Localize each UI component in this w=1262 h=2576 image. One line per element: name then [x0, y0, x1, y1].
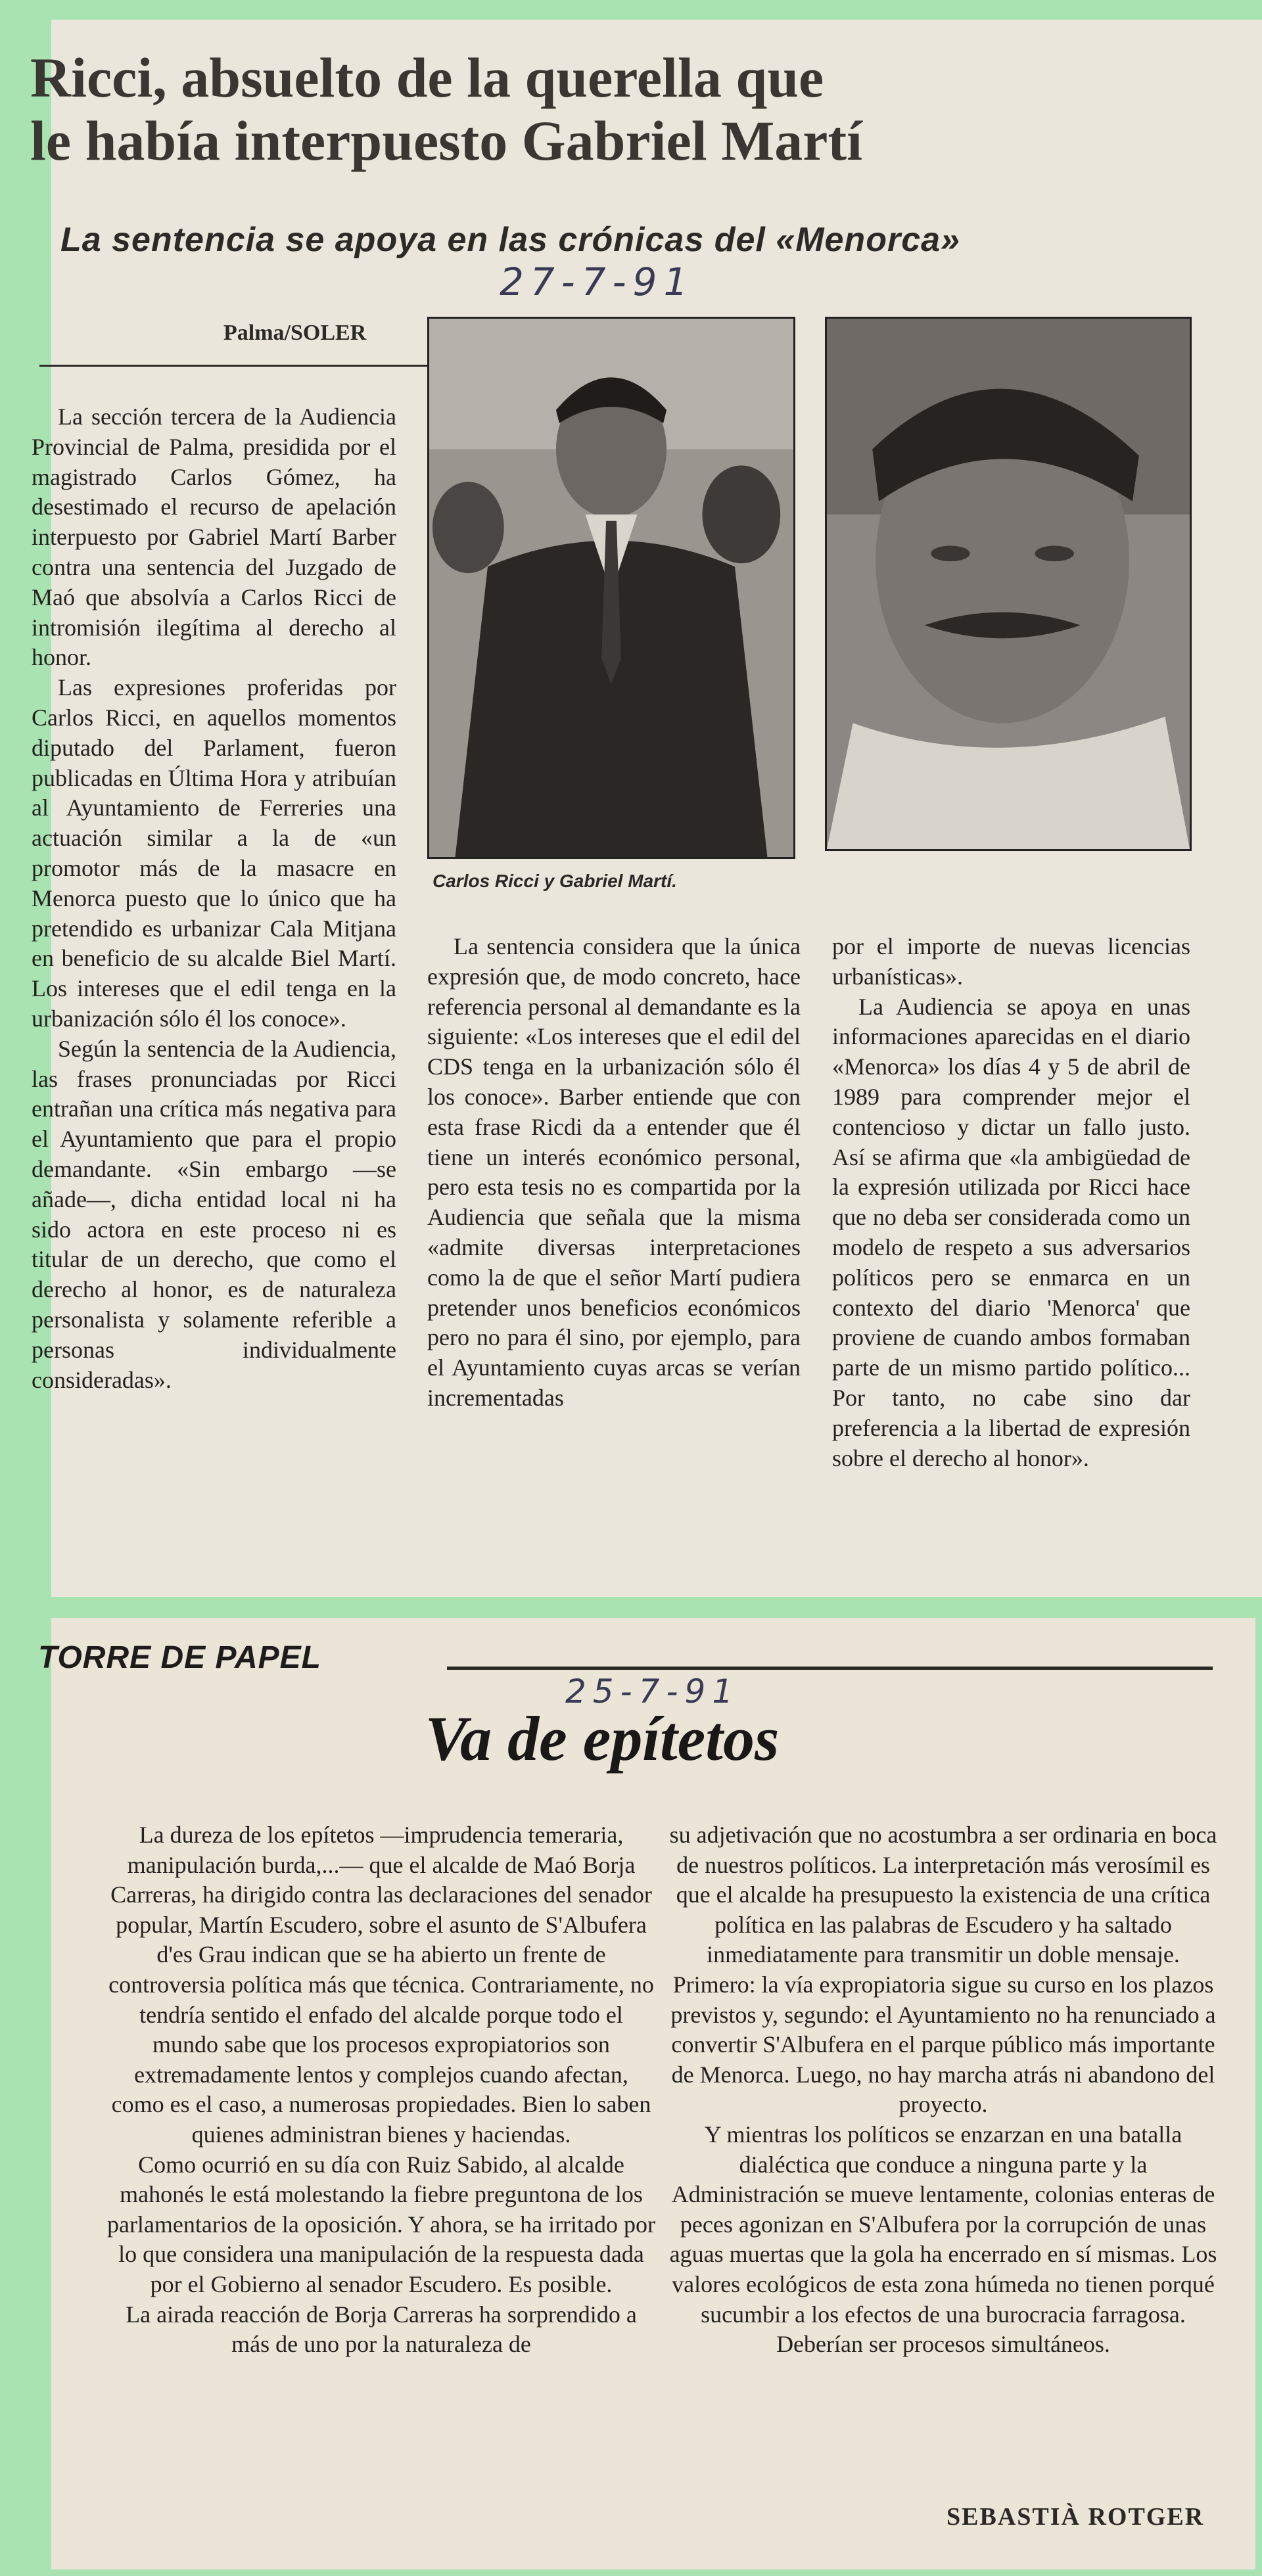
byline-rule	[39, 365, 434, 367]
paragraph: su adjetivación que no acostumbra a ser ordinaria en boca de nuestros políticos. La interpretación más verosímil es que el alcalde ha presupuesto la existencia de una crítica política en las palabras de Escudero y ha saltado inmediatamente para transmitir un doble mensaje. Primero: la vía expropiatoria sigue su curso en los plazos previstos y, segundo: el Ayuntamiento no ha renunciado a convertir S'Albufera en el parque público más importante de Menorca. Luego, no hay marcha atrás ni abandono del proyecto.	[669, 1822, 1217, 2118]
paragraph: La dureza de los epítetos —imprudencia temeraria, manipulación burda,...— que el alcalde de Maó Borja Carreras, ha dirigido contra las declaraciones del senador popular, Martín Escudero, sobre el asunto de S'Albufera d'es Grau indican que se ha abierto un frente de controversia política más que técnica. Contrariamente, no tendría sentido el enfado del alcalde porque todo el mundo sabe que los procesos expropiatorios son extremadamente lentos y complejos cuando afectan, como es el caso, a numerosas propiedades. Bien lo saben quienes administran bienes y haciendas.	[108, 1822, 654, 2148]
byline: Palma/SOLER	[223, 321, 367, 345]
headline	[30, 46, 1187, 172]
subheadline: La sentencia se apoya en las crónicas del «Menorca»	[60, 221, 960, 259]
photo-caption: Carlos Ricci y Gabriel Martí.	[432, 871, 677, 891]
paragraph: La Audiencia se apoya en unas informaciones aparecidas en el diario «Menorca» los días 4 y 5 de abril de 1989 para comprender mejor el contencioso y dictar un fallo justo. Así se afirma que «la ambigüedad de la expresión utilizada por Ricci hace que no deba ser considerada como un modelo de respeto a sus adversarios políticos pero se enmarca en un contexto del diario 'Menorca' que proviene de cuando ambos formaban parte de un mismo partido político... Por tanto, no cabe sino dar preferencia a la libertad de expresión sobre el derecho al honor».	[832, 993, 1190, 1471]
paragraph: Y mientras los políticos se enzarzan en una batalla dialéctica que conduce a ninguna parte y la Administración se mueve lentamente, colonias enteras de peces agonizan en S'Albufera por la corrupción de unas aguas muertas que la gola ha encerrado en sí mismas. Los valores ecológicos de esta zona húmeda no tienen porqué sucumbir a los efectos de una burocracia farragosa. Deberían ser procesos simultáneos.	[669, 2121, 1217, 2358]
headline-line-2: le había interpuesto Gabriel Martí	[30, 109, 862, 172]
article-title: Va de epítetos	[425, 1703, 780, 1774]
section-rule	[447, 1667, 1213, 1670]
paragraph: Como ocurrió en su día con Ruiz Sabido, al alcalde mahonés le está molestando la fiebre preguntona de los parlamentarios de la oposición. Y ahora, se ha irritado por lo que considera una manipulación de la respuesta dada por el Gobierno al senador Escudero. Es posible.	[106, 2151, 656, 2297]
paragraph: La sección tercera de la Audiencia Provincial de Palma, presidida por el magistrado Carlos Gómez, ha desestimado el recurso de apelación interpuesto por Gabriel Martí Barber contra una sentencia del Juzgado de Maó que absolvía a Carlos Ricci de intromisión ilegítima al derecho al honor.	[32, 403, 396, 671]
paragraph: La airada reacción de Borja Carreras ha sorprendido a más de uno por la naturaleza de	[126, 2301, 637, 2358]
article1-column-3	[832, 932, 1190, 1473]
paragraph: por el importe de nuevas licencias urbanísticas».	[832, 933, 1190, 990]
handwritten-date: 27-7-91	[500, 260, 695, 304]
photo-gabriel-marti	[825, 317, 1192, 851]
article2-column-2	[667, 1820, 1219, 2360]
handwritten-date-2: 25-7-91	[565, 1672, 740, 1711]
photo-image	[429, 319, 793, 857]
author-signature: SEBASTIÀ ROTGER	[947, 2503, 1205, 2531]
paragraph: La sentencia considera que la única expresión que, de modo concreto, hace referencia personal al demandante es la siguiente: «Los intereses que el edil del CDS tenga en la urbanización sólo él los conoce». Barber entiende que con esta frase Ricdi da a entender que él tiene un interés económico personal, pero esta tesis no es compartida por la Audiencia que señala que la misma «admite diversas interpretaciones como la de que el señor Martí pudiera pretender unos beneficios económicos pero no para él sino, por ejemplo, para el Ayuntamiento cuyas arcas se verían incrementadas	[427, 933, 801, 1411]
article1-column-2	[427, 932, 801, 1414]
article2-column-1	[105, 1820, 657, 2360]
paragraph: Las expresiones proferidas por Carlos Ricci, en aquellos momentos diputado del Parlament, fueron publicadas en Última Hora y atribuían al Ayuntamiento de Ferreries una actuación similar a la de «un promotor más de la masacre en Menorca puesto que lo único que ha pretendido es urbanizar Cala Mitjana en beneficio de su alcalde Biel Martí. Los intereses que el edil tenga en la urbanización sólo él los conoce».	[32, 674, 396, 1032]
section-label: TORRE DE PAPEL	[38, 1640, 321, 1675]
headline-line-1: Ricci, absuelto de la querella que	[30, 46, 824, 109]
article1-column-1	[32, 402, 396, 1395]
paragraph: Según la sentencia de la Audiencia, las frases pronunciadas por Ricci entrañan una crítica más negativa para el Ayuntamiento que para el propio demandante. «Sin embargo —se añade—, dicha entidad local ni ha sido actora en este proceso ni es titular de un derecho, que como el derecho al honor, es de naturaleza personalista y solamente referible a personas individualmente consideradas».	[32, 1035, 396, 1393]
photo-image-2	[827, 319, 1190, 849]
photo-carlos-ricci	[427, 317, 795, 859]
